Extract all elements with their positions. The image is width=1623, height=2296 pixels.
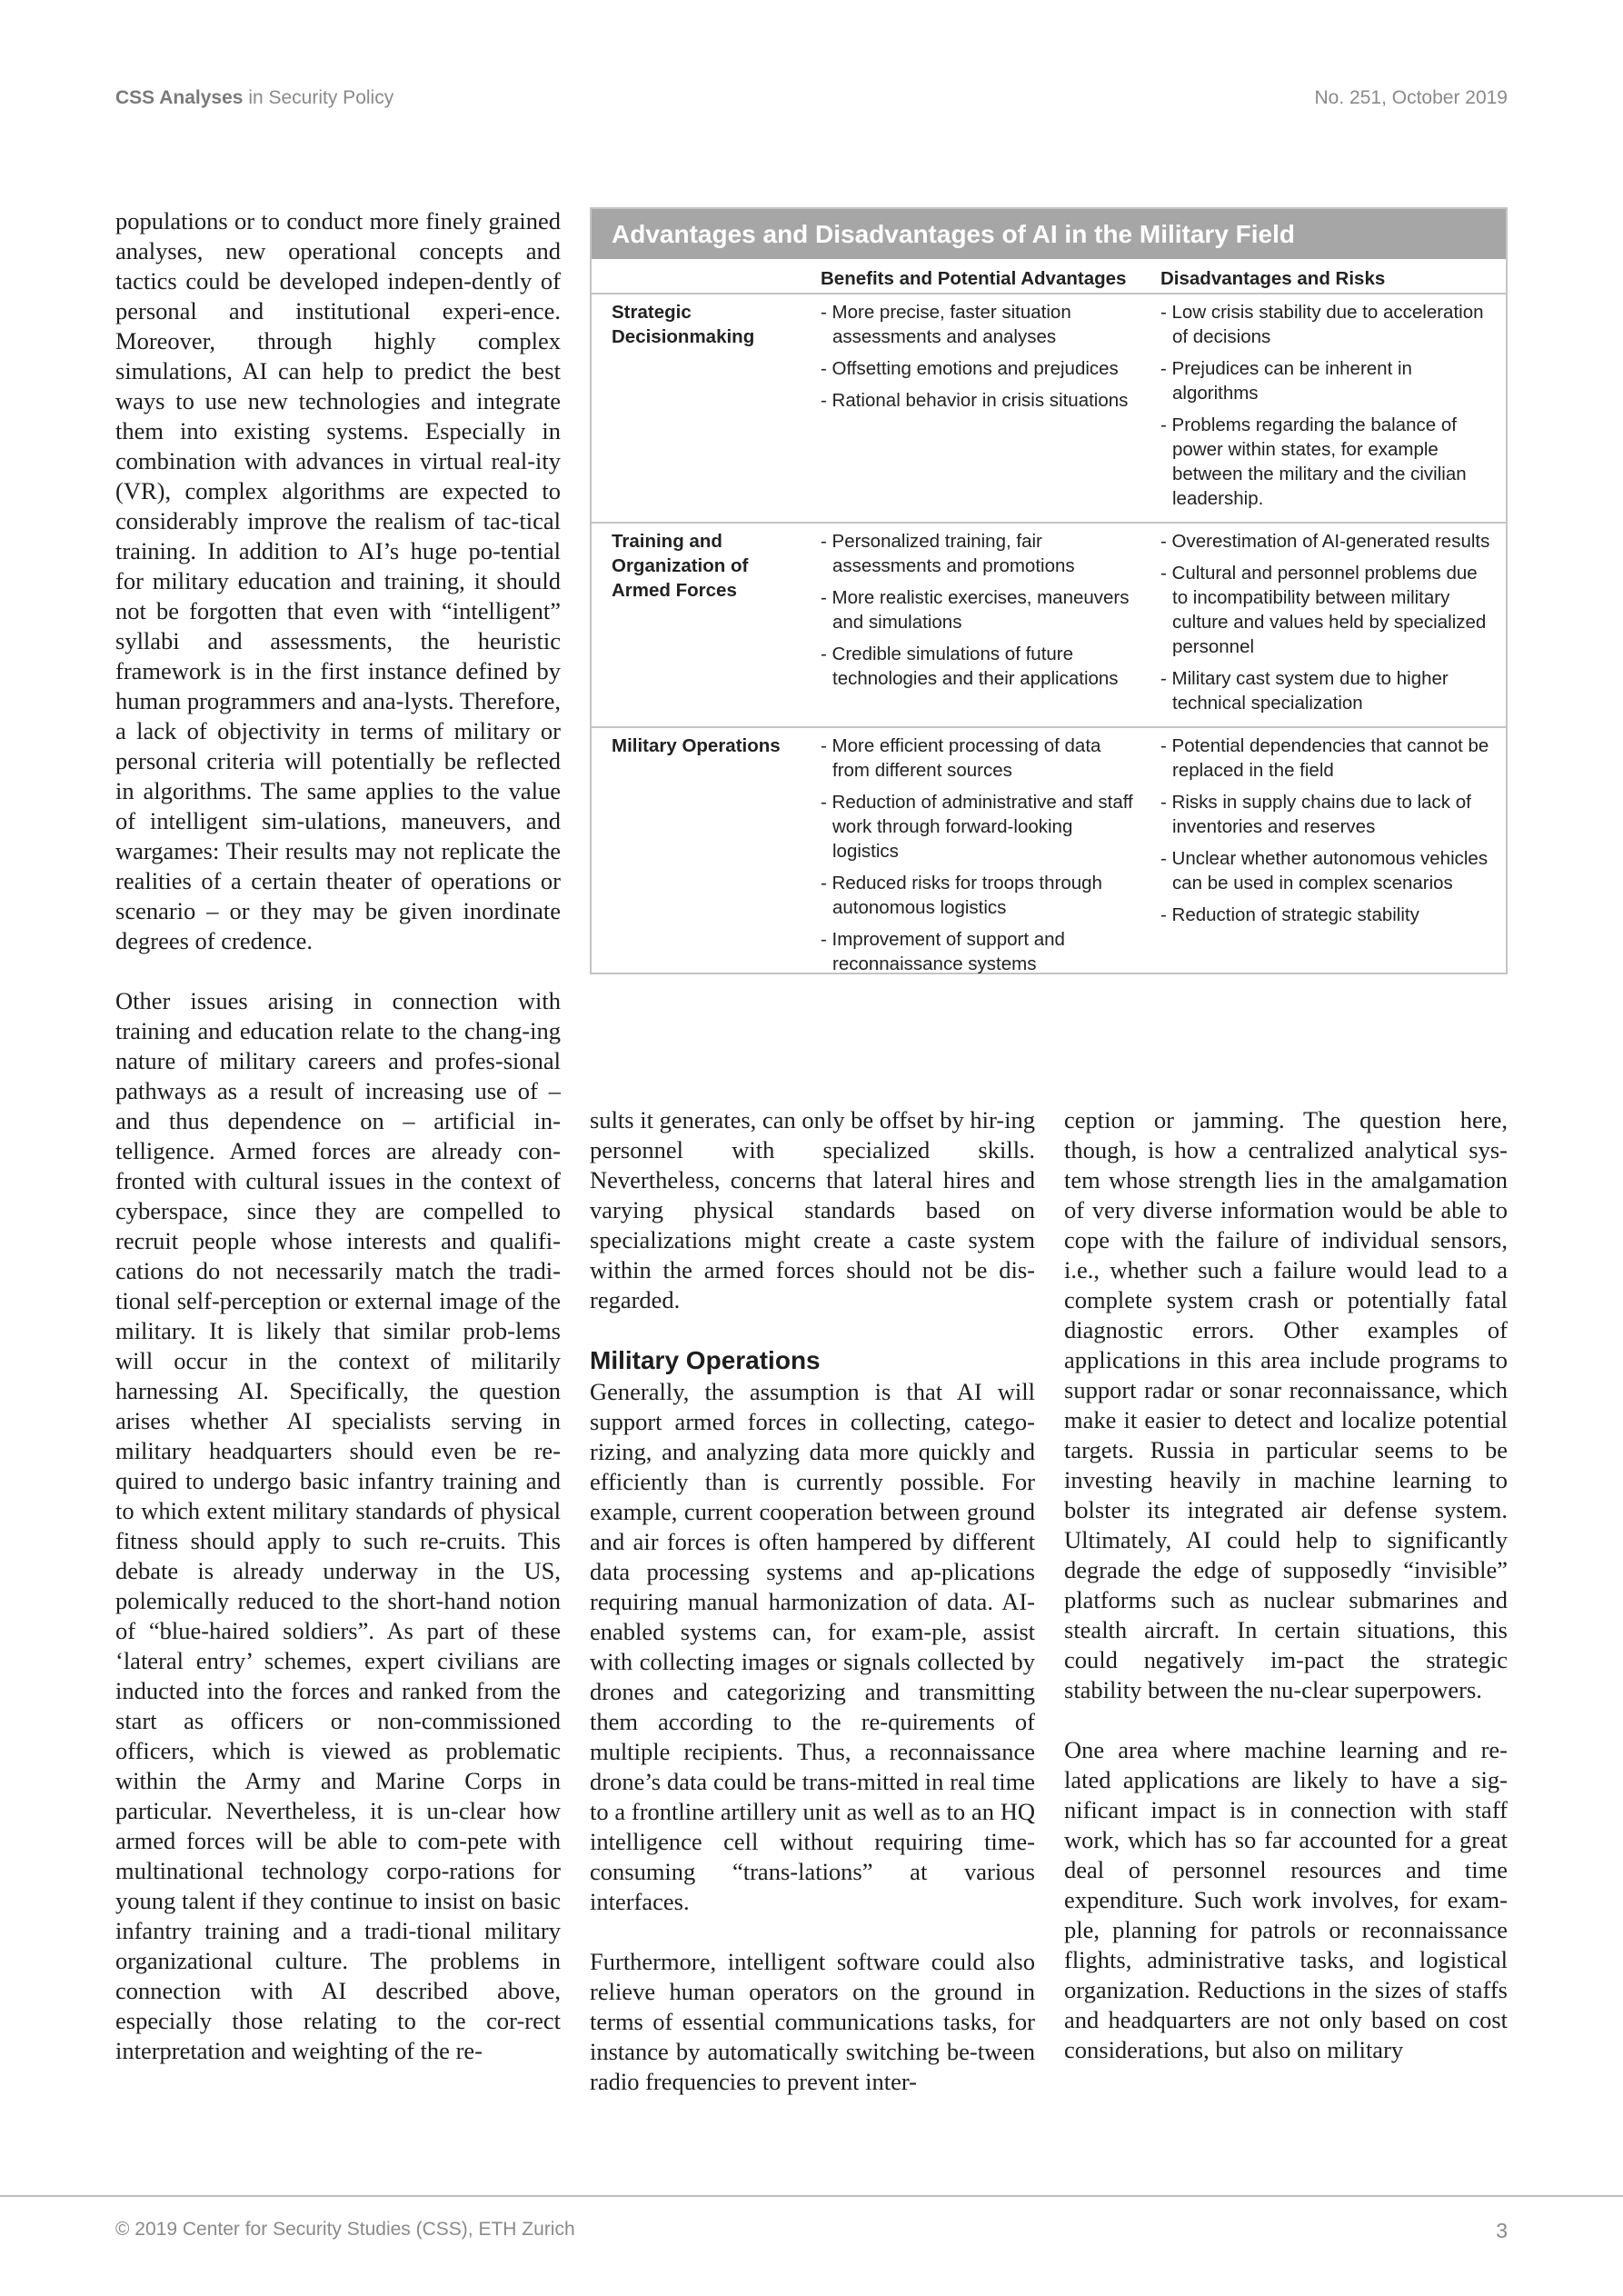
risks-list [1160,529,1497,715]
list-item: - Personalized training, fair assessments and promotions [821,529,1142,578]
publication-series: in Security Policy [248,87,394,108]
info-box [590,207,1508,974]
benefits-cell [812,294,1151,523]
row-label: Military Operations [612,735,781,756]
list-item: - Low crisis stability due to acceleration of decisions [1160,300,1497,349]
benefits-list [821,529,1142,691]
text-column-3 [1064,1105,1508,2065]
copyright-text: © 2019 Center for Security Studies (CSS), ETH Zurich [115,2219,575,2240]
list-item: - Rational behavior in crisis situations [821,388,1142,413]
list-item: - Problems regarding the balance of power within states, for example between the military and the civilian leadership. [1160,413,1497,511]
list-item: - More efficient processing of data from different sources [821,734,1142,783]
list-item: - Improvement of support and reconnaissance systems [821,927,1142,976]
risks-list [1160,734,1497,927]
page-footer [115,2219,1508,2241]
table-header-empty [592,259,812,294]
table-row [592,727,1506,987]
paragraph: ception or jamming. The question here, though, is how a centralized analytical sys-tem whose strength lies in the amalgamation of very diverse information would be able to cope with the failure of individual sensors, i.e., whether such a failure would lead to a complete system crash or potentially fatal diagnostic errors. Other examples of applications in this area include programs to support radar or sonar reconnaissance, which make it easier to detect and localize potential targets. Russia in particular seems to be investing heavily in machine learning to bolster its integrated air defense system. Ultimately, AI could help to significantly degrade the edge of supposedly “invisible” platforms such as nuclear submarines and stealth aircraft. In certain situations, this could negatively im-pact the strategic stability between the nu-clear superpowers. [1064,1106,1508,1703]
list-item: - Military cast system due to higher technical specialization [1160,666,1497,715]
list-item: - Unclear whether autonomous vehicles can be used in complex scenarios [1160,846,1497,895]
benefits-list [821,734,1142,976]
risks-cell [1151,523,1506,727]
paragraph: Furthermore, intelligent software could also relieve human operators on the ground in terms of essential communications tasks, for instance by automatically switching be-tween radio frequencies to prevent inter- [590,1948,1035,2095]
page-number: 3 [1496,2219,1508,2242]
page-header [115,87,1508,115]
list-item: - Risks in supply chains due to lack of inventories and reserves [1160,790,1497,839]
list-item: - More precise, faster situation assessments and analyses [821,300,1142,349]
table-body [592,294,1506,987]
list-item: - Reduced risks for troops through autonomous logistics [821,871,1142,920]
text-column-2 [590,1105,1035,2097]
paragraph: sults it generates, can only be offset by hir-ing personnel with specialized skills. Nevertheless, concerns that lateral hires and varying physical standards based on specializations might create a caste system within the armed forces should not be dis-regarded. [590,1106,1035,1313]
issue-info: No. 251, October 2019 [1314,87,1508,108]
text-column-1 [115,206,561,2066]
list-item: - Potential dependencies that cannot be replaced in the field [1160,734,1497,783]
risks-cell [1151,727,1506,987]
paragraph: Generally, the assumption is that AI will support armed forces in collecting, catego-rizing, and analyzing data more quickly and efficiently than is currently possible. For example, current cooperation between ground and air forces is often hampered by different data processing systems and ap-plications requiring manual harmonization of data. AI-enabled systems can, for exam-ple, assist with collecting images or signals collected by drones and categorizing and transmitting them according to the re-quirements of multiple recipients. Thus, a reconnaissance drone’s data could be trans-mitted in real time to a frontline artillery unit as well as to an HQ intelligence cell without requiring time-consuming “trans-lations” at various interfaces. [590,1378,1035,1915]
info-box-title: Advantages and Disadvantages of AI in the Military Field [592,209,1506,259]
list-item: - Prejudices can be inherent in algorithms [1160,356,1497,405]
risks-list [1160,300,1497,511]
table-row [592,523,1506,727]
paragraph: populations or to conduct more finely grained analyses, new operational concepts and tactics could be developed indepen-dently of personal and institutional experi-ence. Moreover, through highly complex simulations, AI can help to predict the best ways to use new technologies and integrate them into existing systems. Especially in combination with advances in virtual real-ity (VR), complex algorithms are expected to considerably improve the realism of tac-tical training. In addition to AI’s huge po-tential for military education and training, it should not be forgotten that even with “intelligent” syllabi and assessments, the heuristic framework is in the first instance defined by human programmers and ana-lysts. Therefore, a lack of objectivity in terms of military or personal criteria will potentially be reflected in algorithms. The same applies to the value of intelligent sim-ulations, maneuvers, and wargames: Their results may not replicate the realities of a certain theater of operations or scenario – or they may be given inordinate degrees of credence. [115,207,561,954]
risks-cell [1151,294,1506,523]
table-header-benefits: Benefits and Potential Advantages [812,259,1151,294]
row-label: Strategic Decisionmaking [592,294,812,523]
benefits-cell [812,523,1151,727]
list-item: - Reduction of strategic stability [1160,903,1497,927]
benefits-cell [812,727,1151,987]
table-header-row [592,259,1506,294]
section-heading: Military Operations [590,1346,821,1374]
paragraph: Other issues arising in connection with training and education relate to the chang-ing nature of military careers and profes-sional pathways as a result of increasing use of – and thus dependence on – artificial in-telligence. Armed forces are already con-fronted with cultural issues in the context of cyberspace, since they are compelled to recruit people whose interests and qualifi-cations do not necessarily match the tradi-tional self-perception or external image of the military. It is likely that similar prob-lems will occur in the context of militarily harnessing AI. Specifically, the question arises whether AI specialists serving in military headquarters should even be re-quired to undergo basic infantry training and to which extent military standards of physical fitness should apply to such re-cruits. This debate is already underway in the US, polemically reduced to the short-hand notion of “blue-haired soldiers”. As part of these ‘lateral entry’ schemes, expert civilians are inducted into the forces and ranked from the start as officers or non-commissioned officers, which is viewed as problematic within the Army and Marine Corps in particular. Nevertheless, it is un-clear how armed forces will be able to com-pete with multinational technology corpo-rations for young talent if they continue to insist on basic infantry training and a tradi-tional military organizational culture. The problems in connection with AI described above, especially those relating to the cor-rect interpretation and weighting of the re- [115,987,561,2064]
list-item: - Overestimation of AI-generated results [1160,529,1497,554]
list-item: - Reduction of administrative and staff work through forward-looking logistics [821,790,1142,863]
footer-divider [0,2195,1623,2197]
publication-brand: CSS Analyses [115,87,244,108]
list-item: - Credible simulations of future technologies and their applications [821,642,1142,691]
advantages-table [592,259,1506,987]
list-item: - Offsetting emotions and prejudices [821,356,1142,381]
benefits-list [821,300,1142,413]
row-label: Training and Organization of Armed Forces [592,523,812,727]
table-header-risks: Disadvantages and Risks [1151,259,1506,294]
table-row [592,294,1506,523]
list-item: - More realistic exercises, maneuvers and simulations [821,585,1142,634]
paragraph: One area where machine learning and re-lated applications are likely to have a sig-nificant impact is in connection with staff work, which has so far accounted for a great deal of personnel resources and time expenditure. Such work involves, for exam-ple, planning for patrols or reconnaissance flights, administrative tasks, and logistical organization. Reductions in the sizes of staffs and headquarters are not only based on cost considerations, but also on military [1064,1736,1508,2063]
list-item: - Cultural and personnel problems due to incompatibility between military culture and values held by specialized personnel [1160,561,1497,659]
